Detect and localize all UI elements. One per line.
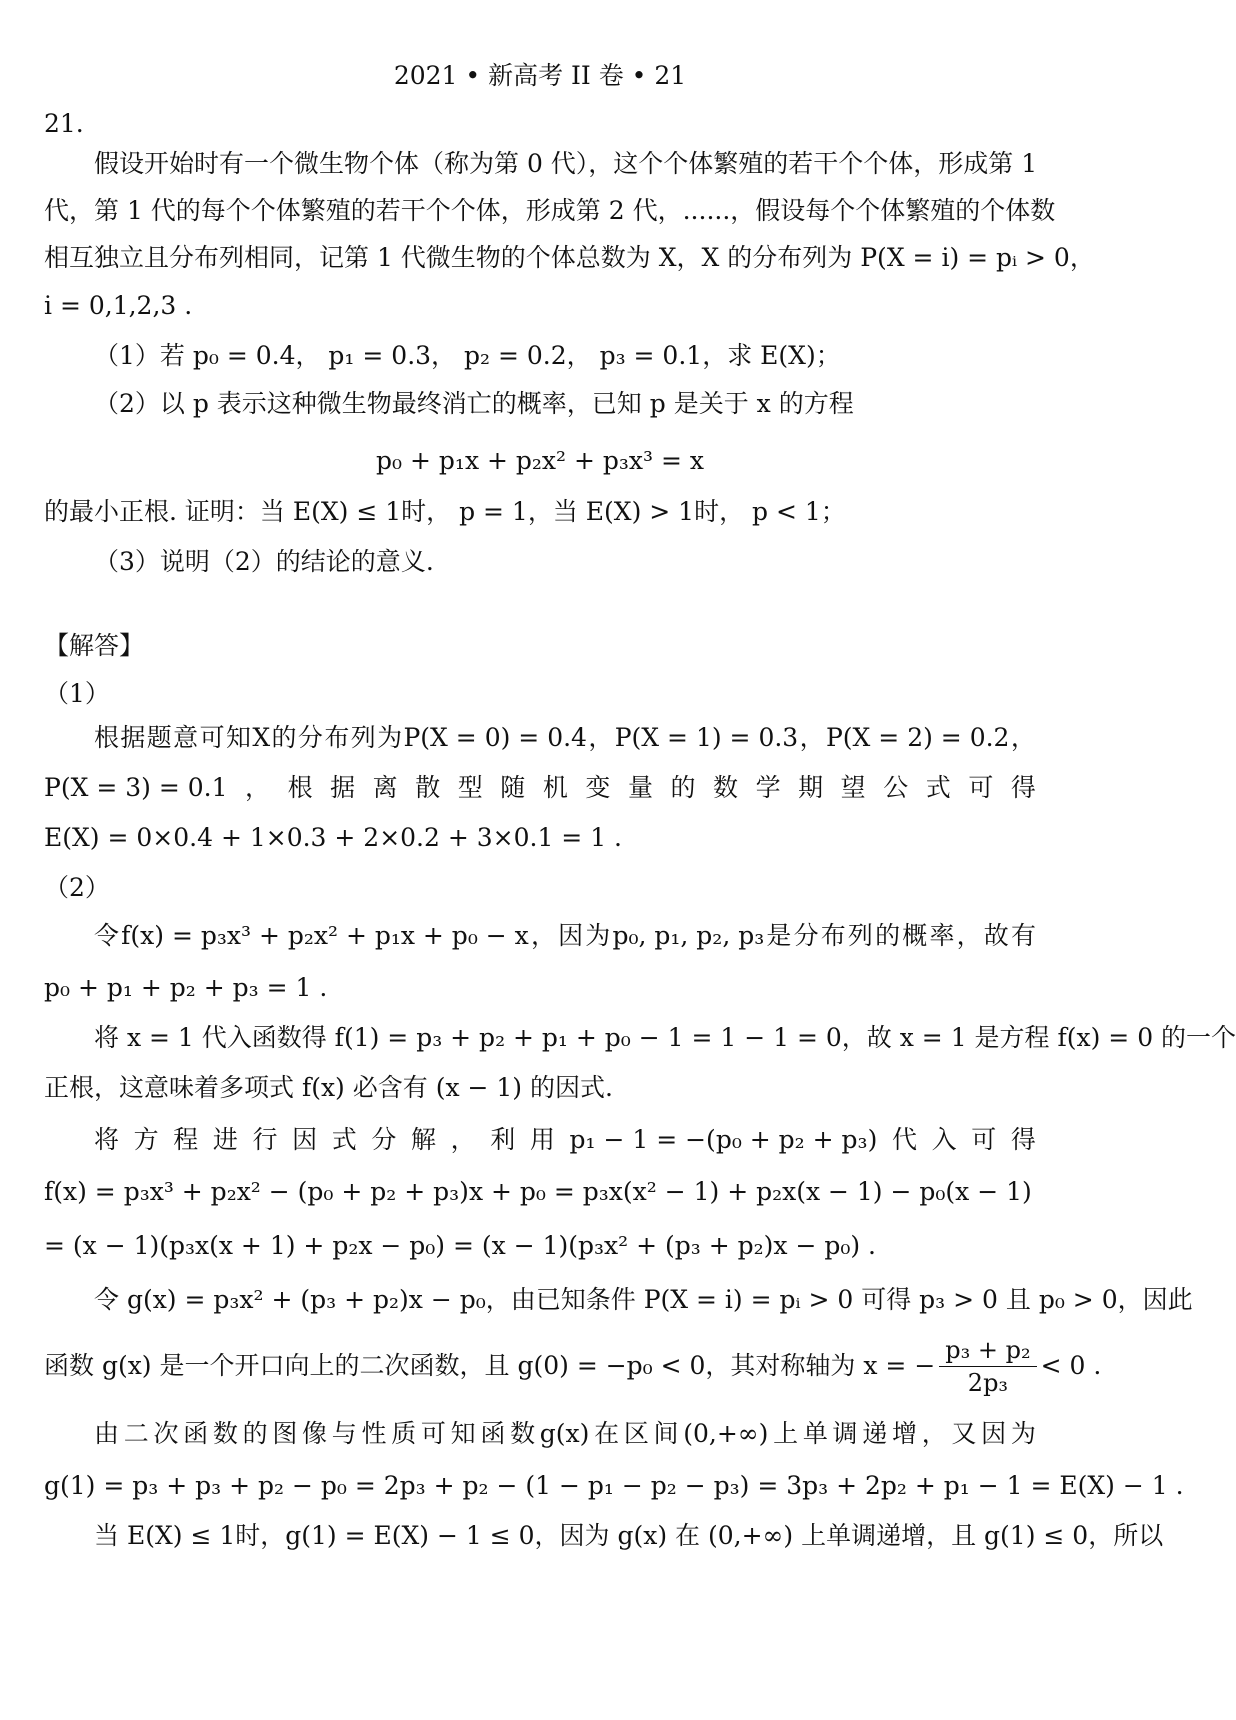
- text-token: X: [252, 723, 271, 752]
- text-token: 根: [287, 773, 313, 802]
- text-token: 函: [183, 1419, 209, 1448]
- question-part-2: （2）以 p 表示这种微生物最终消亡的概率，已知 p 是关于 x 的方程: [94, 389, 854, 418]
- solution-1-line-1: [94, 720, 1036, 756]
- text-token: 的: [670, 773, 696, 802]
- text-token: 因: [292, 1125, 318, 1154]
- text-token: 方: [133, 1125, 159, 1154]
- solution-2-line-3: 将 x = 1 代入函数得 f(1) = p₃ + p₂ + p₁ + p₀ − 1 = 1 − 1 = 0，故 x = 1 是方程 f(x) = 0 的一个: [94, 1023, 1236, 1052]
- text-token: 随: [500, 773, 526, 802]
- problem-number: 21.: [44, 109, 84, 138]
- text-token: 知: [225, 723, 251, 752]
- text-token: 根: [94, 723, 120, 752]
- solution-2-line-10: [94, 1416, 1036, 1452]
- problem-line-3: 相互独立且分布列相同，记第 1 代微生物的个体总数为 X，X 的分布列为 P(X = i) = pᵢ > 0，: [44, 243, 1095, 272]
- text-token: ，: [588, 723, 614, 752]
- text-token: 公: [883, 773, 909, 802]
- text-token: ，: [530, 921, 556, 950]
- text-token: 变: [585, 773, 611, 802]
- text-token: 由: [94, 1419, 120, 1448]
- text-token: 可: [968, 773, 994, 802]
- text-token: 将: [94, 1125, 120, 1154]
- text-token: 上: [773, 1419, 799, 1448]
- text-token: 数: [713, 773, 739, 802]
- text-token: 因: [981, 1419, 1007, 1448]
- text-token: 离: [372, 773, 398, 802]
- text-token: 因: [558, 921, 584, 950]
- solution-2-line-9: [44, 1326, 1102, 1406]
- solution-1-label: （1）: [44, 679, 110, 708]
- text-token: ，: [956, 921, 982, 950]
- text-token: 入: [931, 1125, 957, 1154]
- text-token: 的: [242, 1419, 268, 1448]
- fraction-denominator: 2p₃: [967, 1368, 1009, 1397]
- text-token: ，: [921, 1419, 947, 1448]
- text-token: 可: [420, 1419, 446, 1448]
- text-token: 数: [510, 1419, 536, 1448]
- text-token: 得: [1010, 1125, 1036, 1154]
- fraction-numerator: p₃ + p₂: [939, 1334, 1036, 1367]
- text-token: 量: [627, 773, 653, 802]
- text-token: 调: [832, 1419, 858, 1448]
- line-9-tail: < 0 .: [1040, 1351, 1102, 1380]
- text-token: 得: [1010, 773, 1036, 802]
- text-token: 次: [153, 1419, 179, 1448]
- text-token: 是: [766, 921, 792, 950]
- text-token: 性: [361, 1419, 387, 1448]
- text-token: 可: [971, 1125, 997, 1154]
- text-token: 质: [391, 1419, 417, 1448]
- text-token: 期: [798, 773, 824, 802]
- text-token: 率: [929, 921, 955, 950]
- solution-1-line-3: E(X) = 0×0.4 + 1×0.3 + 2×0.2 + 3×0.1 = 1 .: [44, 823, 623, 852]
- solution-2-label: （2）: [44, 873, 110, 902]
- text-token: 式: [925, 773, 951, 802]
- text-token: 与: [331, 1419, 357, 1448]
- text-token: 间: [653, 1419, 679, 1448]
- text-token: P(X = 0) = 0.4: [403, 723, 587, 752]
- solution-2-line-7: = (x − 1)(p₃x(x + 1) + p₂x − p₀) = (x − 1)(p₃x² + (p₃ + p₂)x − p₀) .: [44, 1231, 877, 1260]
- text-token: 进: [212, 1125, 238, 1154]
- question-part-2-continued: 的最小正根. 证明：当 E(X) ≤ 1时， p = 1，当 E(X) > 1时， p < 1；: [44, 497, 846, 526]
- text-token: 分: [371, 1125, 397, 1154]
- text-token: 令: [94, 921, 120, 950]
- text-token: 可: [199, 723, 225, 752]
- text-token: 型: [457, 773, 483, 802]
- text-token: 分: [793, 921, 819, 950]
- text-token: 数: [212, 1419, 238, 1448]
- text-token: 图: [272, 1419, 298, 1448]
- text-token: 代: [891, 1125, 917, 1154]
- text-token: 像: [302, 1419, 328, 1448]
- text-token: 为: [1010, 1419, 1036, 1448]
- text-token: P(X = 3) = 0.1: [44, 773, 228, 802]
- text-token: 解: [411, 1125, 437, 1154]
- text-token: 分: [297, 723, 323, 752]
- line-9-text: 函数 g(x) 是一个开口向上的二次函数，且 g(0) = −p₀ < 0，其对称轴为 x = −: [44, 1351, 936, 1380]
- text-token: 二: [123, 1419, 149, 1448]
- symmetry-axis-fraction: [939, 1334, 1036, 1399]
- text-token: 布: [324, 723, 350, 752]
- problem-line-4: i = 0,1,2,3 .: [44, 291, 193, 320]
- text-token: 程: [173, 1125, 199, 1154]
- question-part-3: （3）说明（2）的结论的意义.: [94, 547, 434, 576]
- solution-2-line-5: [94, 1122, 1036, 1158]
- text-token: 又: [951, 1419, 977, 1448]
- solution-2-line-6: f(x) = p₃x³ + p₂x² − (p₀ + p₂ + p₃)x + p₀ = p₃x(x² − 1) + p₂x(x − 1) − p₀(x − 1): [44, 1177, 1032, 1206]
- problem-line-1: 假设开始时有一个微生物个体（称为第 0 代），这个个体繁殖的若干个个体，形成第 1: [94, 149, 1038, 178]
- text-token: 行: [252, 1125, 278, 1154]
- text-token: ，: [799, 723, 825, 752]
- text-token: 据: [330, 773, 356, 802]
- solution-2-line-12: 当 E(X) ≤ 1时，g(1) = E(X) − 1 ≤ 0，因为 g(x) 在 (0,+∞) 上单调递增，且 g(1) ≤ 0，所以: [94, 1521, 1164, 1550]
- text-token: 函: [480, 1419, 506, 1448]
- text-token: (0,+∞): [683, 1419, 769, 1448]
- text-token: 在: [594, 1419, 620, 1448]
- text-token: 有: [1010, 921, 1036, 950]
- text-token: p₁ − 1 = −(p₀ + p₂ + p₃): [569, 1125, 878, 1154]
- text-token: 递: [862, 1419, 888, 1448]
- solution-2-line-2: p₀ + p₁ + p₂ + p₃ = 1 .: [44, 973, 328, 1002]
- text-token: ，: [450, 1125, 476, 1154]
- text-token: 列: [350, 723, 376, 752]
- text-token: 散: [415, 773, 441, 802]
- solution-1-line-2: [44, 770, 1036, 806]
- text-token: 为: [377, 723, 403, 752]
- text-token: g(x): [539, 1419, 590, 1448]
- text-token: 机: [542, 773, 568, 802]
- text-token: 的: [271, 723, 297, 752]
- solution-2-line-11: g(1) = p₃ + p₃ + p₂ − p₀ = 2p₃ + p₂ − (1 − p₁ − p₂ − p₃) = 3p₃ + 2p₂ + p₁ − 1 = E(X) − 1 .: [44, 1471, 1184, 1500]
- text-token: 为: [585, 921, 611, 950]
- text-token: ，: [1010, 723, 1036, 752]
- text-token: 故: [983, 921, 1009, 950]
- text-token: 增: [891, 1419, 917, 1448]
- text-token: ，: [245, 773, 271, 802]
- problem-line-2: 代，第 1 代的每个个体繁殖的若干个个体，形成第 2 代，......，假设每个个体繁殖的个体数: [44, 196, 1056, 225]
- text-token: 题: [146, 723, 172, 752]
- text-token: 学: [755, 773, 781, 802]
- answer-heading: 【解答】: [44, 631, 145, 660]
- text-token: 望: [840, 773, 866, 802]
- text-token: f(x) = p₃x³ + p₂x² + p₁x + p₀ − x: [121, 921, 529, 950]
- text-token: 意: [173, 723, 199, 752]
- text-token: 利: [490, 1125, 516, 1154]
- text-token: 概: [902, 921, 928, 950]
- solution-2-line-4: 正根，这意味着多项式 f(x) 必含有 (x − 1) 的因式.: [44, 1073, 613, 1102]
- text-token: p₀, p₁, p₂, p₃: [612, 921, 765, 950]
- text-token: P(X = 2) = 0.2: [825, 723, 1010, 752]
- text-token: 布: [820, 921, 846, 950]
- text-token: 用: [529, 1125, 555, 1154]
- text-token: 据: [120, 723, 146, 752]
- page-header: 2021 • 新高考 II 卷 • 21: [393, 61, 687, 90]
- text-token: 知: [450, 1419, 476, 1448]
- text-token: 列: [847, 921, 873, 950]
- text-token: P(X = 1) = 0.3: [614, 723, 799, 752]
- solution-2-line-1: [94, 918, 1036, 954]
- solution-2-line-8: 令 g(x) = p₃x² + (p₃ + p₂)x − p₀，由已知条件 P(X = i) = pᵢ > 0 可得 p₃ > 0 且 p₀ > 0，因此: [94, 1285, 1193, 1314]
- text-token: 式: [331, 1125, 357, 1154]
- text-token: 单: [802, 1419, 828, 1448]
- question-equation: p₀ + p₁x + p₂x² + p₃x³ = x: [376, 446, 704, 475]
- text-token: 区: [623, 1419, 649, 1448]
- text-token: 的: [875, 921, 901, 950]
- question-part-1: （1）若 p₀ = 0.4， p₁ = 0.3， p₂ = 0.2， p₃ = 0.1，求 E(X)；: [94, 341, 841, 370]
